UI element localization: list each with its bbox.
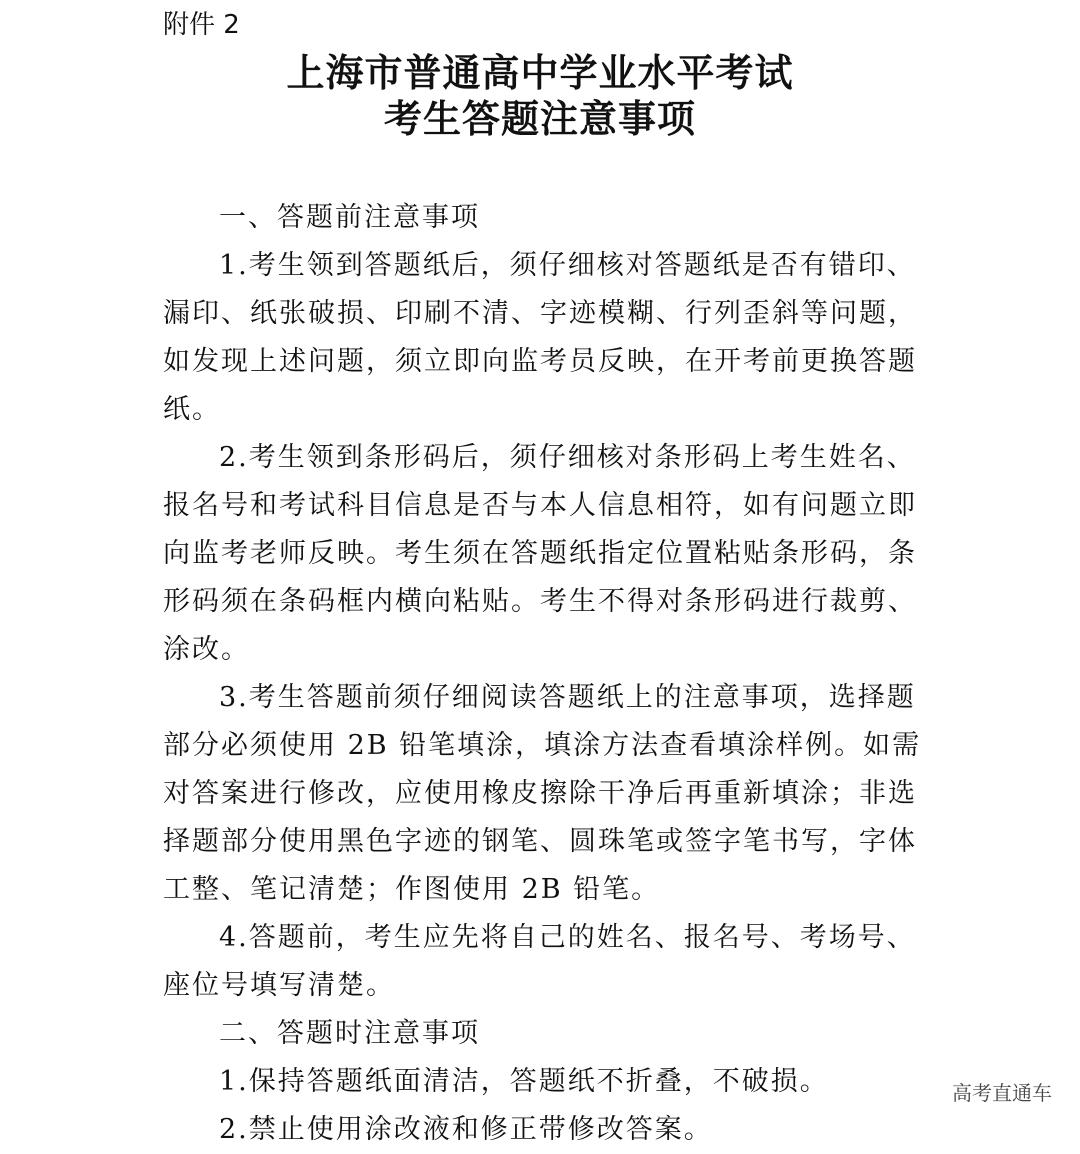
paragraph-1-line-4: 纸。 [163, 394, 221, 425]
paragraph-4-line-2: 座位号填写清楚。 [163, 970, 395, 1001]
paragraph-1-line-1: 1.考生领到答题纸后，须仔细核对答题纸是否有错印、 [219, 250, 916, 281]
paragraph-6-line-1: 2.禁止使用涂改液和修正带修改答案。 [219, 1114, 713, 1145]
paragraph-3-line-1: 3.考生答题前须仔细阅读答题纸上的注意事项，选择题 [219, 682, 916, 713]
paragraph-2-line-2: 报名号和考试科目信息是否与本人信息相符，如有问题立即 [163, 490, 917, 521]
paragraph-2-line-1: 2.考生领到条形码后，须仔细核对条形码上考生姓名、 [219, 442, 916, 473]
paragraph-4-line-1: 4.答题前，考生应先将自己的姓名、报名号、考场号、 [219, 922, 916, 953]
document-body [163, 194, 922, 1154]
document-title-line-1: 上海市普通高中学业水平考试 [286, 51, 794, 95]
paragraph-3-line-3: 对答案进行修改，应使用橡皮擦除干净后再重新填涂；非选 [163, 778, 917, 809]
paragraph-3-line-5: 工整、笔记清楚；作图使用 2B 铅笔。 [163, 874, 661, 905]
section-heading-while-answering: 二、答题时注意事项 [219, 1018, 480, 1049]
section-heading-before-answering: 一、答题前注意事项 [219, 202, 480, 233]
paragraph-1-line-2: 漏印、纸张破损、印刷不清、字迹模糊、行列歪斜等问题， [163, 298, 917, 329]
source-watermark: 高考直通车 [952, 1081, 1052, 1105]
paragraph-3-line-2: 部分必须使用 2B 铅笔填涂，填涂方法查看填涂样例。如需 [163, 730, 922, 761]
paragraph-2-line-4: 形码须在条码框内横向粘贴。考生不得对条形码进行裁剪、 [163, 586, 917, 617]
paragraph-5-line-1: 1.保持答题纸面清洁，答题纸不折叠，不破损。 [219, 1066, 829, 1097]
attachment-label: 附件 2 [163, 10, 240, 40]
paragraph-2-line-5: 涂改。 [163, 634, 250, 665]
document-title-line-2: 考生答题注意事项 [383, 97, 696, 141]
paragraph-2-line-3: 向监考老师反映。考生须在答题纸指定位置粘贴条形码，条 [163, 538, 917, 569]
paragraph-3-line-4: 择题部分使用黑色字迹的钢笔、圆珠笔或签字笔书写，字体 [163, 826, 917, 857]
paragraph-1-line-3: 如发现上述问题，须立即向监考员反映，在开考前更换答题 [163, 346, 917, 377]
